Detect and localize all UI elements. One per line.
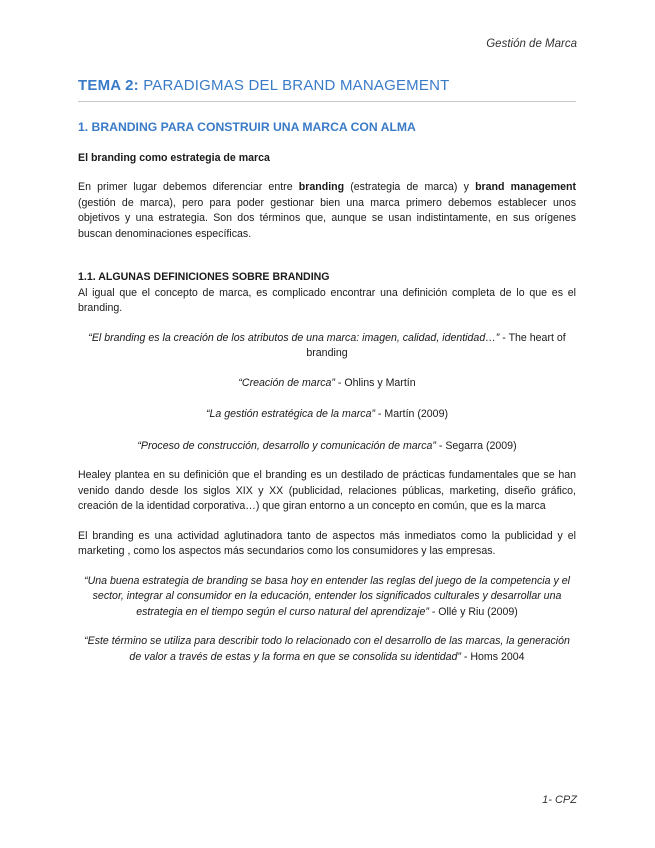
healey-paragraph: Healey plantea en su definición que el branding es un destilado de prácticas fundamentales que se han venido dando desde los siglos XIX y XX (publicidad, relaciones públicas, marketing, diseño gráfico, creación de la identidad corporativa…) que giran entorno a un concepto en común, que es la marca <box>78 469 576 512</box>
quote-olle-riu-2009: “Una buena estrategia de branding se basa hoy en entender las reglas del juego de la competencia y el sector, integrar al consumidor en la educación, entender los significados culturales y desarrollar una estrategia en el tiempo según el curso natural del aprendizaje” - Ollé y Riu (2009) <box>84 574 570 618</box>
term-brand-management: brand management <box>475 181 577 193</box>
running-header: Gestión de Marca <box>486 38 577 50</box>
section-heading: 1. BRANDING PARA CONSTRUIR UNA MARCA CON ALMA <box>78 120 416 134</box>
subsection-heading: El branding como estrategia de marca <box>78 151 270 164</box>
chapter-label: TEMA 2: <box>78 77 139 94</box>
intro-paragraph: En primer lugar debemos diferenciar entre branding (estrategia de marca) y brand management (gestión de marca), pero para poder gestionar bien una marca primero debemos establecer unos objetivos y una estrategia. Son dos términos que, aunque se usan indistintamente, en sus orígenes buscan denominaciones específicas. <box>78 181 577 240</box>
quote-heart-of-branding: “El branding es la creación de los atributos de una marca: imagen, calidad, identidad…” - The heart of branding <box>88 331 566 359</box>
definitions-heading: 1.1. ALGUNAS DEFINICIONES SOBRE BRANDING <box>78 271 330 283</box>
quote-ohlins-martin: “Creación de marca” - Ohlins y Martín <box>238 376 416 389</box>
quote-homs-2004: “Este término se utiliza para describir todo lo relacionado con el desarrollo de las marcas, la generación de valor a través de estas y la forma en que se consolida su identidad” - Homs 2004 <box>84 635 570 663</box>
term-branding: branding <box>298 181 345 193</box>
document-body <box>78 120 576 665</box>
definitions-intro: Al igual que el concepto de marca, es complicado encontrar una definición completa de lo que es el branding. <box>78 286 576 314</box>
quote-martin-2009: “La gestión estratégica de la marca” - Martín (2009) <box>205 408 448 420</box>
page-footer: 1- CPZ <box>542 794 577 806</box>
chapter-heading <box>78 77 576 102</box>
chapter-title: PARADIGMAS DEL BRAND MANAGEMENT <box>143 77 450 94</box>
quote-segarra-2009: “Proceso de construcción, desarrollo y comunicación de marca” - Segarra (2009) <box>137 439 517 452</box>
aglutinadora-paragraph: El branding es una actividad aglutinadora tanto de aspectos más inmediatos como la publicidad y el marketing , como los aspectos más secundarios como los consumidores y las empresas. <box>78 529 576 557</box>
